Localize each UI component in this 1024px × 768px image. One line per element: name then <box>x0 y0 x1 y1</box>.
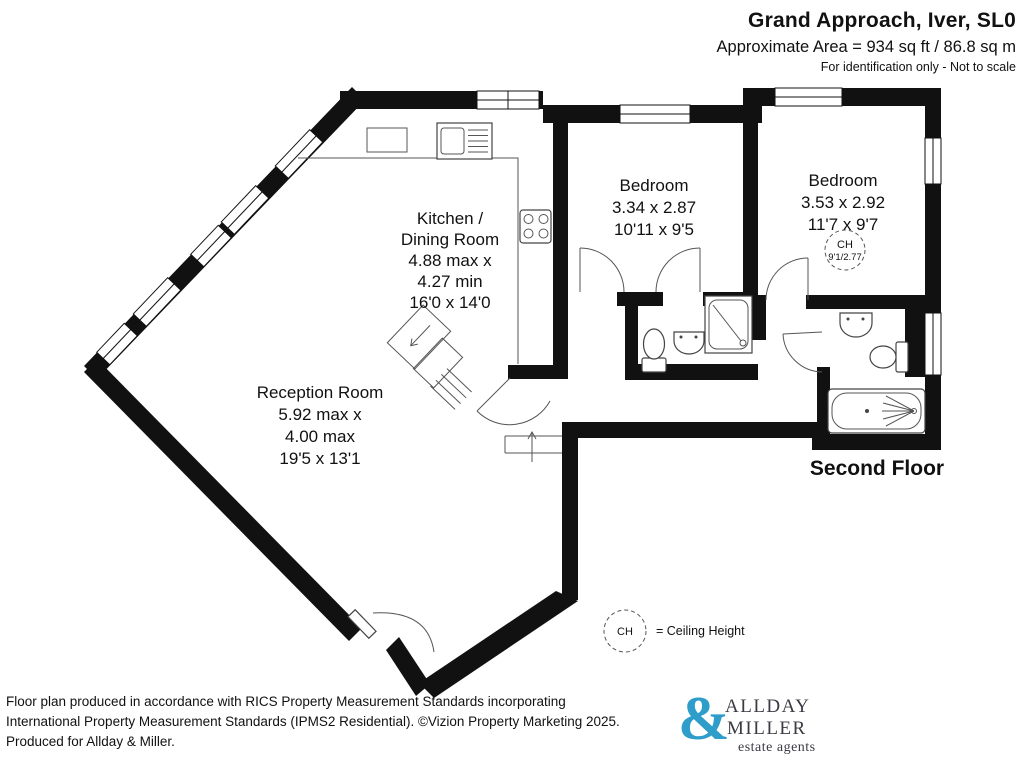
legend <box>604 610 745 652</box>
bathtub-icon <box>828 389 925 433</box>
label-reception <box>257 383 384 468</box>
bedroom1-dim-1: 3.34 x 2.87 <box>611 198 697 217</box>
logo-ampersand: & <box>678 685 730 753</box>
kitchen-name-1: Kitchen / <box>416 209 484 228</box>
footer-line-3: Produced for Allday & Miller. <box>6 734 175 750</box>
bathroom-basin-icon <box>840 313 872 337</box>
reception-dim-1: 5.92 max x <box>278 405 362 424</box>
logo-tagline: estate agents <box>738 740 816 755</box>
reception-name: Reception Room <box>256 383 384 402</box>
ch-symbol: CH <box>837 239 853 251</box>
page-title: Grand Approach, Iver, SL0 <box>748 9 1016 32</box>
window-diagonal-3 <box>191 225 232 266</box>
bedroom1-dim-2: 10'11 x 9'5 <box>614 220 694 239</box>
kitchen-dim-1: 4.88 max x <box>408 251 492 270</box>
hall-step <box>505 432 562 462</box>
window-bedroom1-top <box>620 105 690 123</box>
ch-value: 9'1/2.77 <box>828 252 862 263</box>
window-kitchen-top <box>477 91 539 109</box>
bedroom2-dim-2: 11'7 x 9'7 <box>807 215 879 234</box>
basin-icon <box>674 332 704 354</box>
reception-dim-2: 4.00 max <box>285 427 355 446</box>
kitchen-unit <box>367 128 407 152</box>
kitchen-dim-2: 4.27 min <box>417 272 483 291</box>
reception-dim-3: 19'5 x 13'1 <box>279 449 361 468</box>
window-diagonal-5 <box>97 323 138 364</box>
logo-name-line2: MILLER <box>727 718 807 739</box>
kitchen-dim-3: 16'0 x 14'0 <box>409 293 491 312</box>
door-bedroom2 <box>766 258 808 300</box>
agency-logo <box>678 685 878 758</box>
door-bedroom1 <box>580 248 624 292</box>
label-kitchen <box>401 209 499 312</box>
bedroom2-dim-1: 3.53 x 2.92 <box>800 193 886 212</box>
label-bedroom2 <box>801 171 885 234</box>
stairs <box>387 305 562 462</box>
door-kitchen <box>477 378 550 425</box>
shower-icon <box>705 296 752 353</box>
approximate-area: Approximate Area = 934 sq ft / 86.8 sq m <box>716 38 1016 57</box>
shower-room-fixtures <box>642 296 752 372</box>
bedroom2-name: Bedroom <box>808 171 878 190</box>
ceiling-height-badge <box>825 230 865 270</box>
window-diagonal-1 <box>275 130 322 179</box>
footer-disclaimer <box>6 692 620 752</box>
footer-line-2: International Property Measurement Standards (IPMS2 Residential). ©Vizion Property Marketing 2025. <box>6 714 620 730</box>
door-shower-room <box>656 248 700 292</box>
window-bedroom2-top <box>775 88 842 106</box>
legend-ch-symbol: CH <box>617 626 633 638</box>
sink-icon <box>437 123 492 159</box>
bedroom1-name: Bedroom <box>619 176 689 195</box>
stair-treads <box>430 369 471 410</box>
bathroom-toilet-icon <box>870 342 908 372</box>
floor-label: Second Floor <box>809 457 945 480</box>
kitchen-name-2: Dining Room <box>400 230 500 249</box>
disclaimer-note: For identification only - Not to scale <box>820 59 1016 74</box>
footer-line-1: Floor plan produced in accordance with RICS Property Measurement Standards incorporating <box>6 694 566 710</box>
label-bedroom1 <box>612 176 696 239</box>
window-right-lower <box>925 313 941 375</box>
logo-name-line1: ALLDAY <box>725 696 811 717</box>
door-bathroom <box>783 332 822 372</box>
window-diagonal-2 <box>221 186 268 235</box>
window-right-upper <box>925 138 941 184</box>
legend-ch-label: = Ceiling Height <box>656 624 745 638</box>
window-diagonal-4 <box>133 278 180 327</box>
hob-icon <box>520 210 551 243</box>
toilet-icon <box>642 329 666 372</box>
